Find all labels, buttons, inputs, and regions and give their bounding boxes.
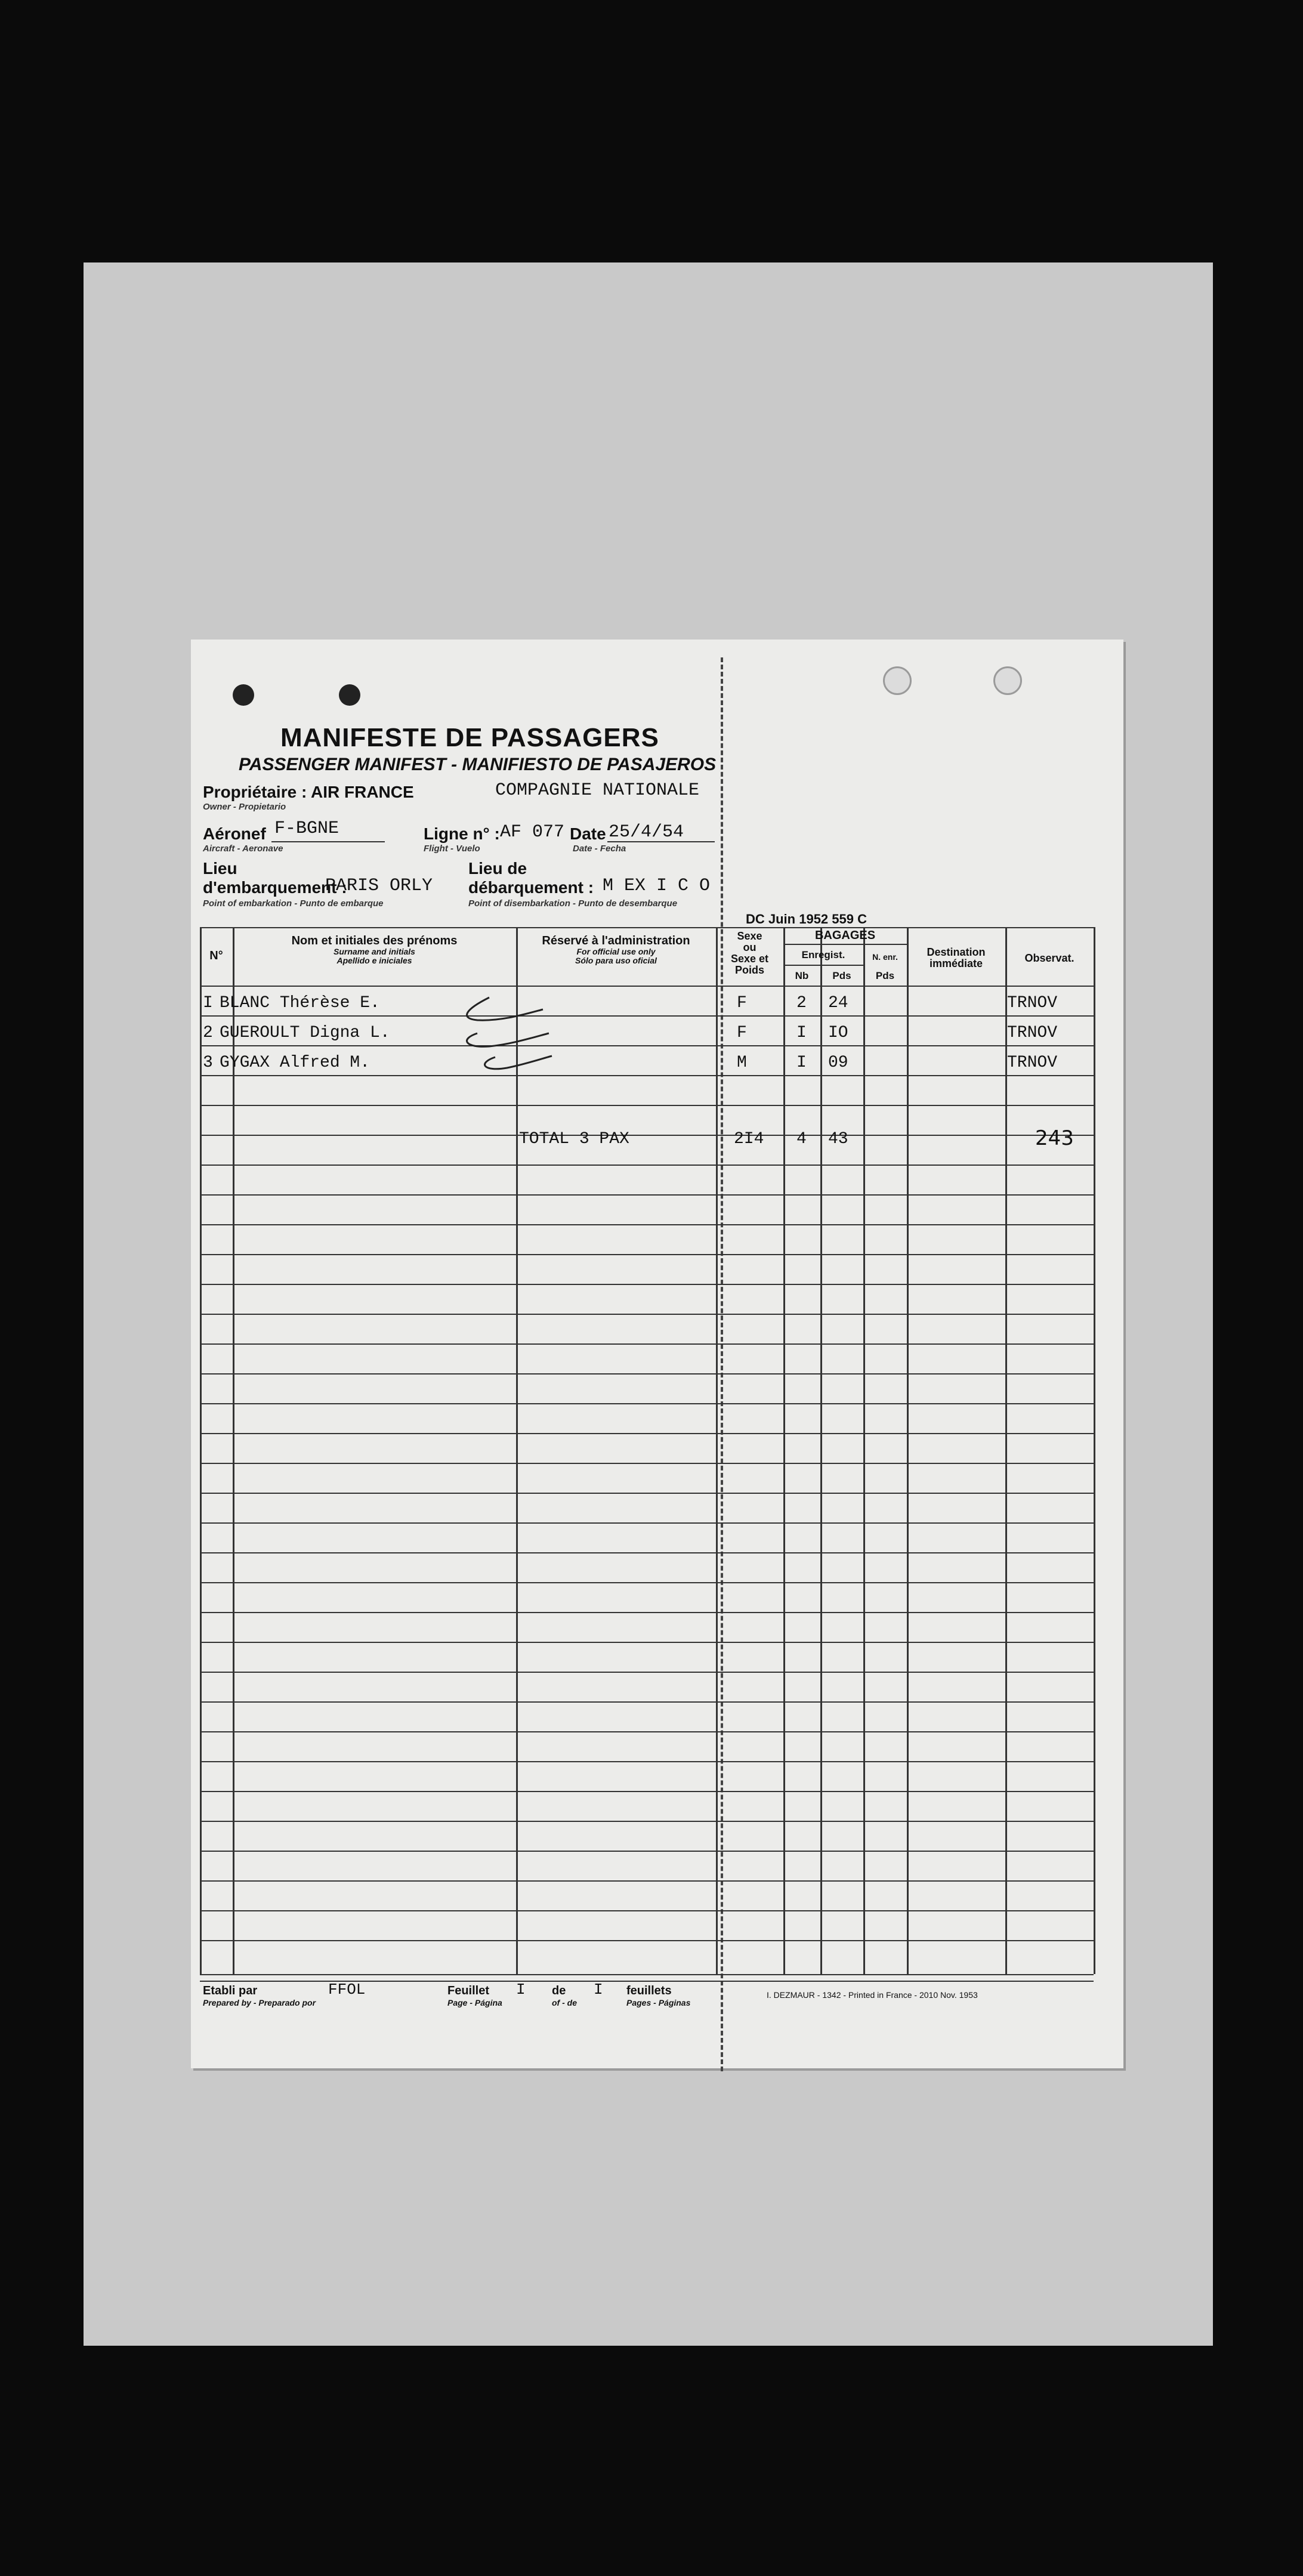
pages-label: feuillets xyxy=(626,1984,672,1997)
disembark-label-1: Lieu de xyxy=(468,859,527,878)
table-row-line xyxy=(200,1522,1094,1524)
table-header-bottom xyxy=(200,986,1094,987)
col-line xyxy=(516,927,518,1974)
form-reference: DC Juin 1952 559 C xyxy=(746,912,867,926)
col-line xyxy=(783,927,785,1974)
table-row-line xyxy=(200,1224,1094,1225)
col-line xyxy=(820,927,822,1974)
of-label-block xyxy=(552,1984,577,2007)
col-header-nb: Nb xyxy=(795,970,809,981)
embark-value: PARIS ORLY xyxy=(325,876,433,896)
row-1-nb: 2 xyxy=(796,994,807,1012)
flight-value: AF 077 xyxy=(500,822,565,842)
name-header-es: Apellido e iniciales xyxy=(336,955,412,965)
baggage-sub-line xyxy=(783,944,907,945)
embark-label-2: d'embarquement : xyxy=(203,878,347,897)
table-row-line xyxy=(200,1672,1094,1673)
col-header-enreg: Enregist. xyxy=(801,949,845,960)
binding-hole-2 xyxy=(339,684,360,706)
date-label: Date xyxy=(570,824,606,843)
owner-label: Propriétaire : AIR FRANCE xyxy=(203,783,414,801)
row-1-no: I xyxy=(203,994,213,1012)
table-row-line xyxy=(200,1284,1094,1285)
table-row-line xyxy=(200,1493,1094,1494)
row-3-nb: I xyxy=(796,1054,807,1072)
row-1-name: BLANC Thérèse E. xyxy=(220,994,380,1012)
table-row-line xyxy=(200,1731,1094,1732)
admin-header-en: For official use only xyxy=(576,947,656,956)
prepared-sub: Prepared by - Preparado por xyxy=(203,1998,316,2007)
prepared-by xyxy=(203,1984,316,2007)
table-row-line xyxy=(200,1582,1094,1583)
table-row-line xyxy=(200,1135,1094,1136)
owner-value: COMPAGNIE NATIONALE xyxy=(495,780,700,801)
table-row-line xyxy=(200,1105,1094,1106)
table-row-line xyxy=(200,1761,1094,1762)
row-3-name: GYGAX Alfred M. xyxy=(220,1054,370,1072)
embark-label-1: Lieu xyxy=(203,859,237,878)
col-header-pds2: Pds xyxy=(875,970,895,981)
admin-header-label: Réservé à l'administration xyxy=(542,934,690,947)
col-line xyxy=(1005,927,1007,1974)
row-2-pds: IO xyxy=(828,1024,848,1042)
sheet-sub: Page - Página xyxy=(447,1998,502,2007)
date-sub: Date - Fecha xyxy=(573,844,626,854)
manifest-subtitle: PASSENGER MANIFEST - MANIFIESTO DE PASAJEROS xyxy=(239,755,717,774)
aircraft-sub: Aircraft - Aeronave xyxy=(203,844,283,854)
sex-header-3: Sexe et xyxy=(730,952,769,965)
row-3-obs: TRNOV xyxy=(1007,1054,1058,1072)
fold-line xyxy=(721,657,723,2071)
table-row-line xyxy=(200,1612,1094,1613)
table-row-line xyxy=(200,1433,1094,1434)
table-row-line xyxy=(200,1015,1094,1017)
total-sex-weight: 2I4 xyxy=(734,1130,764,1148)
col-header-nonenreg: N. enr. xyxy=(872,952,898,962)
table-row-line xyxy=(200,1045,1094,1046)
col-line xyxy=(1094,927,1095,1974)
row-1-obs: TRNOV xyxy=(1007,994,1058,1012)
name-header-label: Nom et initiales des prénoms xyxy=(291,934,458,947)
date-underline xyxy=(607,841,715,842)
punch-hole-right xyxy=(993,666,1022,695)
flight-label: Ligne n° : xyxy=(424,824,500,843)
prepared-value: FFOL xyxy=(328,1981,366,1999)
col-header-admin xyxy=(516,935,716,965)
col-header-name xyxy=(233,935,516,965)
aircraft-value: F-BGNE xyxy=(274,818,339,839)
col-header-sex xyxy=(716,931,783,976)
row-1-sex: F xyxy=(737,994,747,1012)
aircraft-underline xyxy=(271,841,385,842)
table-row-line xyxy=(200,1791,1094,1792)
admin-header-es: Sólo para uso oficial xyxy=(575,955,657,965)
row-3-no: 3 xyxy=(203,1054,213,1072)
col-line xyxy=(200,927,202,1974)
col-line xyxy=(907,927,909,1974)
table-row-line xyxy=(200,1165,1094,1166)
sex-header-1: Sexe xyxy=(737,930,762,942)
row-3-sex: M xyxy=(737,1054,747,1072)
col-header-destination: Destination immédiate xyxy=(927,946,986,969)
col-header-no: N° xyxy=(209,949,223,962)
total-nb: 4 xyxy=(796,1130,807,1148)
of-sub: of - de xyxy=(552,1998,577,2007)
table-row-line xyxy=(200,1642,1094,1643)
table-row-line xyxy=(200,1075,1094,1076)
table-row-line xyxy=(200,1254,1094,1255)
manifest-title: MANIFESTE DE PASSAGERS xyxy=(280,723,659,752)
col-line xyxy=(863,927,865,1974)
printer-imprint: I. DEZMAUR - 1342 - Printed in France - 2010 Nov. 1953 xyxy=(767,1990,978,2000)
table-bottom-border xyxy=(200,1974,1094,1975)
table-row-line xyxy=(200,1910,1094,1911)
pages-block xyxy=(626,1984,690,2007)
check-marks xyxy=(453,992,561,1081)
pages-sub: Pages - Páginas xyxy=(626,1998,691,2007)
owner-sub: Owner - Propietario xyxy=(203,802,286,812)
table-row-line xyxy=(200,1343,1094,1345)
col-header-baggage: BAGAGES xyxy=(814,929,876,942)
table-row-line xyxy=(200,1373,1094,1375)
table-top-border xyxy=(200,927,1094,928)
table-row-line xyxy=(200,1314,1094,1315)
of-value: I xyxy=(594,1981,603,1999)
total-label: TOTAL 3 PAX xyxy=(519,1130,629,1148)
aircraft-label: Aéronef xyxy=(203,824,266,843)
row-1-pds: 24 xyxy=(828,994,848,1012)
table-row-line xyxy=(200,1880,1094,1882)
table-row-line xyxy=(200,1194,1094,1196)
table-row-line xyxy=(200,1403,1094,1404)
sheet-label: Feuillet xyxy=(447,1984,490,1997)
of-label: de xyxy=(552,1984,566,1997)
sheet-number xyxy=(447,1984,502,2007)
disembark-sub: Point of disembarkation - Punto de desembarque xyxy=(468,898,678,909)
total-pds: 43 xyxy=(828,1130,848,1148)
sex-header-4: Poids xyxy=(734,963,764,976)
row-2-sex: F xyxy=(737,1024,747,1042)
row-3-pds: 09 xyxy=(828,1054,848,1072)
name-header-en: Surname and initials xyxy=(334,947,415,956)
prepared-label: Etabli par xyxy=(203,1984,258,1997)
col-line xyxy=(716,927,718,1974)
col-header-observ: Observat. xyxy=(1024,952,1074,964)
col-header-pds: Pds xyxy=(832,970,851,981)
binding-hole-1 xyxy=(233,684,254,706)
table-row-line xyxy=(200,1851,1094,1852)
row-2-nb: I xyxy=(796,1024,807,1042)
row-2-obs: TRNOV xyxy=(1007,1024,1058,1042)
table-row-line xyxy=(200,1701,1094,1703)
table-row-line xyxy=(200,1821,1094,1822)
punch-hole-left xyxy=(883,666,912,695)
handwritten-total-note: 243 xyxy=(1035,1126,1074,1150)
sheet-value: I xyxy=(516,1981,526,1999)
embark-sub: Point of embarkation - Punto de embarque xyxy=(203,898,384,909)
table-row-line xyxy=(200,1940,1094,1941)
disembark-label-2: débarquement : xyxy=(468,878,594,897)
col-line xyxy=(233,927,234,1974)
sex-header-2: ou xyxy=(743,941,757,953)
flight-sub: Flight - Vuelo xyxy=(424,844,480,854)
date-value: 25/4/54 xyxy=(609,822,684,842)
manifest-sheet xyxy=(191,640,1123,2068)
table-row-line xyxy=(200,1463,1094,1464)
enreg-sub-line xyxy=(783,965,863,966)
row-2-no: 2 xyxy=(203,1024,213,1042)
table-row-line xyxy=(200,1552,1094,1553)
row-2-name: GUEROULT Digna L. xyxy=(220,1024,390,1042)
disembark-value: M EX I C O xyxy=(603,876,711,896)
